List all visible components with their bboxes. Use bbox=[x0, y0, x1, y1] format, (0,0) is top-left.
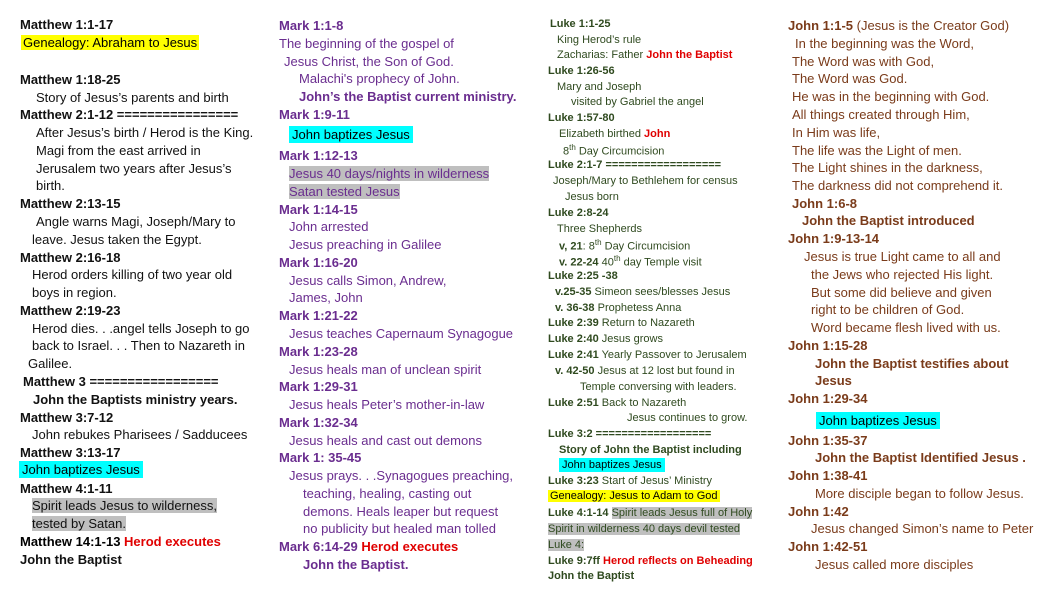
john-text: Jesus is true Light came to all and bbox=[804, 249, 1001, 264]
john-baptism-text: John baptizes Jesus bbox=[816, 413, 940, 428]
matthew-text: back to Israel. . . Then to Nazareth in bbox=[32, 338, 245, 353]
john-text: the Jews who rejected His light. bbox=[811, 267, 994, 282]
mark-1-29-31-ref: Mark 1:29-31 bbox=[279, 379, 358, 394]
john-text: But some did believe and given bbox=[811, 285, 992, 300]
luke-1-57-80-ref: Luke 1:57-80 bbox=[548, 112, 615, 124]
john-text: Jesus changed Simon’s name to Peter bbox=[811, 521, 1034, 536]
mark-text: no publicity but healed man tolled bbox=[303, 521, 496, 536]
matthew-3-13-17-ref: Matthew 3:13-17 bbox=[20, 445, 121, 460]
luke-4-1-14-line: Luke 4:1-14 Spirit leads Jesus full of Holy bbox=[548, 507, 753, 519]
luke-1-1-25-ref: Luke 1:1-25 bbox=[550, 18, 611, 30]
matthew-text: Angle warns Magi, Joseph/Mary to bbox=[36, 214, 236, 229]
mark-1-1-8-ref: Mark 1:1-8 bbox=[279, 18, 344, 33]
mark-text: Jesus prays. . .Synagogues preaching, bbox=[289, 468, 514, 483]
luke-wilderness-text: Spirit in wilderness 40 days devil tested bbox=[548, 523, 740, 535]
luke-v25-35-line: v.25-35 Simeon sees/blesses Jesus bbox=[555, 286, 731, 298]
luke-circumcision-line: 8th Day Circumcision bbox=[563, 143, 665, 158]
matthew-text: After Jesus’s birth / Herod is the King. bbox=[36, 125, 254, 140]
mark-text: demons. Heals leaper but request bbox=[303, 504, 499, 519]
john-1-1-5-line: John 1:1-5 (Jesus is the Creator God) bbox=[788, 18, 1010, 33]
luke-text: Three Shepherds bbox=[557, 223, 642, 235]
john-text: The Light shines in the darkness, bbox=[792, 160, 983, 175]
matthew-2-1-12-ref: Matthew 2:1-12 ================ bbox=[20, 107, 239, 122]
luke-text: Temple conversing with leaders. bbox=[580, 381, 737, 393]
luke-1-26-56-ref: Luke 1:26-56 bbox=[548, 65, 615, 77]
mark-1-21-22-ref: Mark 1:21-22 bbox=[279, 308, 358, 323]
matthew-wilderness-text: tested by Satan. bbox=[32, 516, 126, 531]
matthew-text: Magi from the east arrived in bbox=[36, 143, 201, 158]
mark-text: Jesus heals Peter’s mother-in-law bbox=[289, 397, 485, 412]
john-text: All things created through Him, bbox=[792, 107, 970, 122]
mark-text: Jesus Christ, the Son of God. bbox=[284, 54, 454, 69]
john-text: The darkness did not comprehend it. bbox=[792, 178, 1004, 193]
matthew-3-ref: Matthew 3 ================= bbox=[23, 374, 219, 389]
luke-baptism-text: John baptizes Jesus bbox=[559, 459, 665, 471]
mark-1-9-11-ref: Mark 1:9-11 bbox=[279, 107, 350, 122]
mark-1-14-15-ref: Mark 1:14-15 bbox=[279, 202, 358, 217]
john-1-42-ref: John 1:42 bbox=[788, 504, 849, 519]
matthew-text: John rebukes Pharisees / Sadducees bbox=[32, 427, 248, 442]
matthew-2-19-23-ref: Matthew 2:19-23 bbox=[20, 303, 121, 318]
john-text: Word became flesh lived with us. bbox=[811, 320, 1001, 335]
luke-9-7-line: Luke 9:7ff Herod reflects on Beheading bbox=[548, 555, 753, 567]
luke-john-story-text: Story of John the Baptist including bbox=[559, 444, 742, 456]
luke-v42-50-line: v. 42-50 Jesus at 12 lost but found in bbox=[555, 365, 735, 377]
luke-text: Mary and Joseph bbox=[557, 81, 642, 93]
matthew-14-1-13-line: Matthew 14:1-13 Herod executes bbox=[20, 534, 221, 549]
matthew-text: birth. bbox=[36, 178, 65, 193]
luke-2-25-38-ref: Luke 2:25 -38 bbox=[548, 270, 618, 282]
luke-3-2-ref: Luke 3:2 ================== bbox=[548, 428, 712, 440]
john-baptist-identified-text: John the Baptist Identified Jesus . bbox=[815, 450, 1026, 465]
matthew-genealogy-text: Genealogy: Abraham to Jesus bbox=[23, 35, 198, 50]
john-baptist-introduced-text: John the Baptist introduced bbox=[802, 213, 975, 228]
mark-text: John arrested bbox=[289, 219, 369, 234]
luke-elizabeth-line: Elizabeth birthed John bbox=[559, 128, 671, 140]
luke-text: Jesus born bbox=[565, 191, 619, 203]
matthew-text: Galilee. bbox=[28, 356, 73, 371]
mark-john-ministry-text: John’s the Baptist current ministry. bbox=[299, 89, 517, 104]
mark-1-35-45-ref: Mark 1: 35-45 bbox=[279, 450, 362, 465]
luke-text: Jesus continues to grow. bbox=[627, 412, 748, 424]
luke-zacharias-line: Zacharias: Father John the Baptist bbox=[557, 49, 733, 61]
john-text: He was in the beginning with God. bbox=[792, 89, 990, 104]
luke-text: King Herod’s rule bbox=[557, 34, 642, 46]
john-text: In the beginning was the Word, bbox=[795, 36, 974, 51]
matthew-text: Story of Jesus’s parents and birth bbox=[36, 90, 229, 105]
john-1-9-14-ref: John 1:9-13-14 bbox=[788, 231, 880, 246]
luke-2-41-line: Luke 2:41 Yearly Passover to Jerusalem bbox=[548, 349, 747, 361]
john-text: In Him was life, bbox=[792, 125, 881, 140]
matthew-john-baptist-text: John the Baptist bbox=[20, 552, 122, 567]
mark-wilderness-text: Satan tested Jesus bbox=[289, 184, 400, 199]
john-text: The Word was God. bbox=[792, 71, 908, 86]
mark-text: Jesus heals and cast out demons bbox=[289, 433, 482, 448]
john-text: Jesus called more disciples bbox=[815, 557, 974, 572]
matthew-text: boys in region. bbox=[32, 285, 117, 300]
luke-text: visited by Gabriel the angel bbox=[571, 96, 704, 108]
mark-baptism-text: John baptizes Jesus bbox=[289, 127, 413, 142]
matthew-3-7-12-ref: Matthew 3:7-12 bbox=[20, 410, 114, 425]
mark-6-14-29-line: Mark 6:14-29 Herod executes bbox=[279, 539, 459, 554]
matthew-wilderness-text: Spirit leads Jesus to wilderness, bbox=[32, 498, 217, 513]
mark-1-16-20-ref: Mark 1:16-20 bbox=[279, 255, 358, 270]
luke-3-23-line: Luke 3:23 Start of Jesus’ Ministry bbox=[548, 475, 713, 487]
john-1-38-41-ref: John 1:38-41 bbox=[788, 468, 868, 483]
luke-2-39-line: Luke 2:39 Return to Nazareth bbox=[548, 317, 695, 329]
mark-text: Jesus preaching in Galilee bbox=[289, 237, 442, 252]
john-1-29-34-ref: John 1:29-34 bbox=[788, 391, 868, 406]
mark-text: The beginning of the gospel of bbox=[279, 36, 454, 51]
mark-1-12-13-ref: Mark 1:12-13 bbox=[279, 148, 358, 163]
john-text: The Word was with God, bbox=[792, 54, 935, 69]
matthew-text: Herod orders killing of two year old bbox=[32, 267, 233, 282]
luke-2-8-24-ref: Luke 2:8-24 bbox=[548, 207, 609, 219]
john-1-35-37-ref: John 1:35-37 bbox=[788, 433, 868, 448]
mark-1-32-34-ref: Mark 1:32-34 bbox=[279, 415, 358, 430]
john-text: More disciple began to follow Jesus. bbox=[815, 486, 1024, 501]
matthew-baptism-text: John baptizes Jesus bbox=[19, 462, 143, 477]
matthew-text: leave. Jesus taken the Egypt. bbox=[32, 232, 202, 247]
luke-2-51-line: Luke 2:51 Back to Nazareth bbox=[548, 397, 687, 409]
matthew-text: Jerusalem two years after Jesus’s bbox=[36, 161, 232, 176]
luke-2-40-line: Luke 2:40 Jesus grows bbox=[548, 333, 663, 345]
john-text: right to be children of God. bbox=[811, 302, 965, 317]
mark-text: James, John bbox=[289, 290, 363, 305]
luke-4-ref: Luke 4: bbox=[548, 539, 585, 551]
luke-john-baptist-text: John the Baptist bbox=[548, 570, 635, 582]
mark-text: Jesus calls Simon, Andrew, bbox=[289, 273, 447, 288]
luke-v21-line: v, 21: 8th Day Circumcision bbox=[559, 238, 691, 253]
matthew-1-1-17-ref: Matthew 1:1-17 bbox=[20, 17, 114, 32]
matthew-2-13-15-ref: Matthew 2:13-15 bbox=[20, 196, 121, 211]
matthew-john-ministry-text: John the Baptists ministry years. bbox=[33, 392, 238, 407]
john-baptist-testifies-text: John the Baptist testifies about bbox=[815, 356, 1009, 371]
john-1-15-28-ref: John 1:15-28 bbox=[788, 338, 868, 353]
matthew-4-1-11-ref: Matthew 4:1-11 bbox=[20, 481, 113, 496]
mark-wilderness-text: Jesus 40 days/nights in wilderness bbox=[289, 166, 490, 181]
mark-1-23-28-ref: Mark 1:23-28 bbox=[279, 344, 358, 359]
mark-text: Jesus heals man of unclean spirit bbox=[289, 362, 482, 377]
mark-text: Malachi's prophecy of John. bbox=[299, 71, 460, 86]
luke-text: Joseph/Mary to Bethlehem for census bbox=[553, 175, 738, 187]
john-text: The life was the Light of men. bbox=[792, 143, 962, 158]
luke-v36-38-line: v. 36-38 Prophetess Anna bbox=[555, 302, 682, 314]
john-1-42-51-ref: John 1:42-51 bbox=[788, 539, 868, 554]
luke-2-1-7-ref: Luke 2:1-7 ================== bbox=[548, 159, 722, 171]
luke-v22-24-line: v. 22-24 40th day Temple visit bbox=[559, 254, 702, 269]
matthew-1-18-25-ref: Matthew 1:18-25 bbox=[20, 72, 121, 87]
john-baptist-testifies-text: Jesus bbox=[815, 373, 852, 388]
matthew-2-16-18-ref: Matthew 2:16-18 bbox=[20, 250, 121, 265]
matthew-text: Herod dies. . .angel tells Joseph to go bbox=[32, 321, 250, 336]
luke-genealogy-text: Genealogy: Jesus to Adam to God bbox=[550, 490, 718, 502]
mark-text: teaching, healing, casting out bbox=[303, 486, 472, 501]
mark-john-baptist-text: John the Baptist. bbox=[303, 557, 409, 572]
mark-text: Jesus teaches Capernaum Synagogue bbox=[289, 326, 514, 341]
john-1-6-8-ref: John 1:6-8 bbox=[792, 196, 858, 211]
